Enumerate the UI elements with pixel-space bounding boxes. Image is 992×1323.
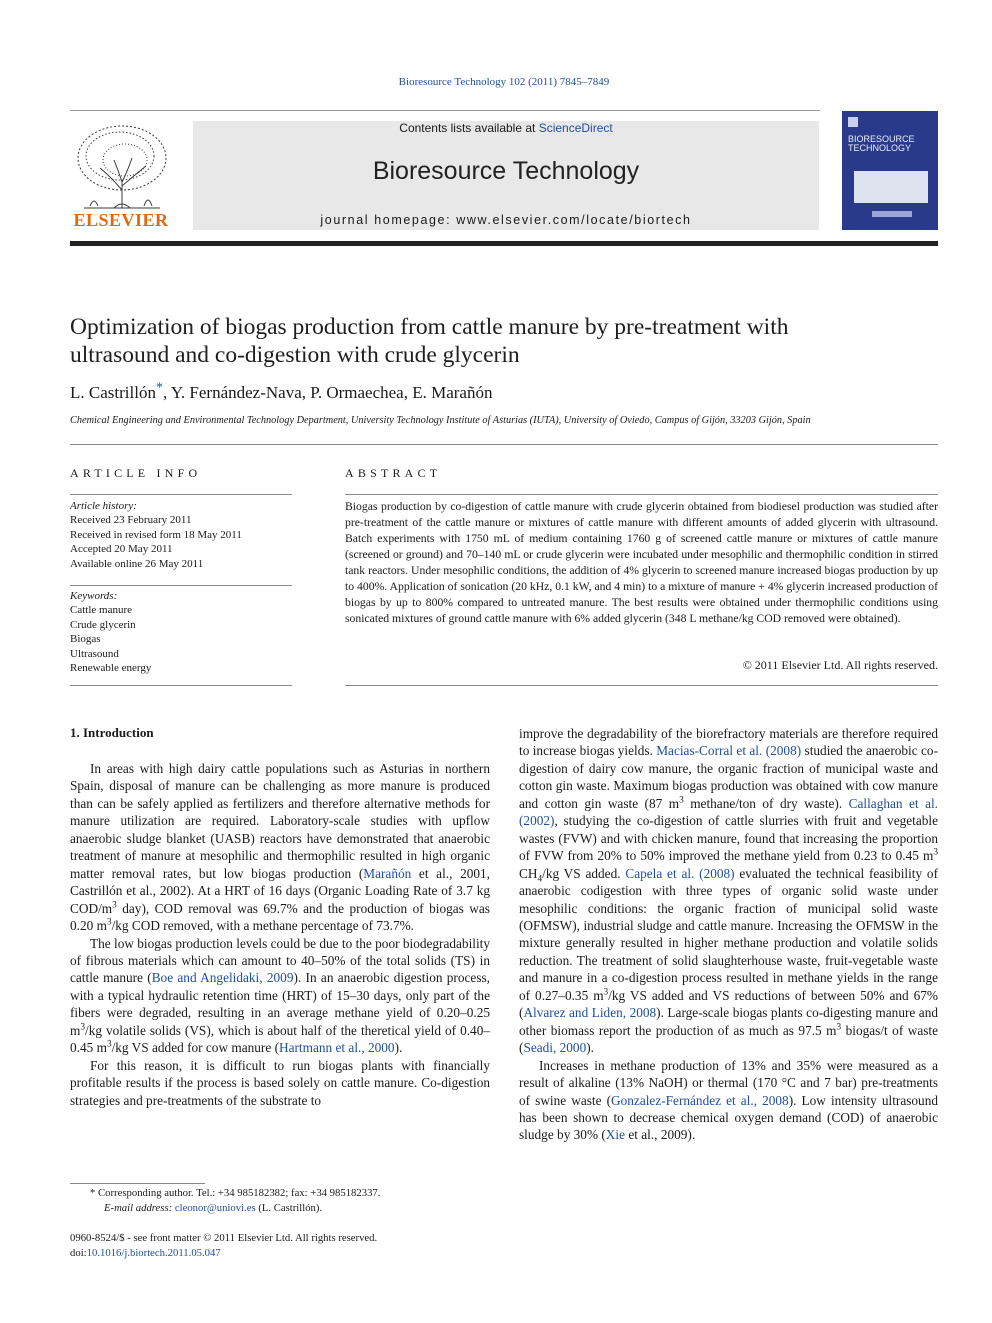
author-list: L. Castrillón*, Y. Fernández-Nava, P. Ormaechea, E. Marañón xyxy=(70,380,493,402)
divider xyxy=(70,685,292,686)
keyword: Crude glycerin xyxy=(70,618,136,631)
citation-link[interactable]: Macias-Corral et al. (2008) xyxy=(656,743,802,759)
author: Y. Fernández-Nava xyxy=(170,383,302,402)
article-info-heading: ARTICLE INFO xyxy=(70,466,202,480)
history-label: Article history: xyxy=(70,500,137,512)
citation-link[interactable]: Marañón xyxy=(363,865,412,881)
citation-link[interactable]: Boe and Angelidaki, 2009 xyxy=(151,970,294,986)
cover-publisher-mark xyxy=(872,211,912,217)
header-rule xyxy=(70,110,820,111)
citation-link[interactable]: Capela et al. (2008) xyxy=(625,865,735,881)
paragraph: improve the degradability of the biorefractory materials are therefore required to increase biogas yields. Macias-Corral et al. (2008) studied the anaerobic co-digestion of dairy cow manure, the organic fraction of municipal waste and cotton gin waste. Maximum biogas production was obtained with cow manure and cotton gin waste (87 $m^3$ methane/ton of dry waste). Callaghan et al. (2002), studying the co-digestion of cattle slurries with fruit and vegetable wastes (FVW) and with chicken manure, found that increasing the proportion of FVW from 20% to 50% improved the methane yield from 0.23 to 0.45 $m^3$ $CH_4/kg$ VS added. Capela et al. (2008) evaluated the technical feasibility of anaerobic codigestion with three types of organic solid waste under mesophilic conditions: the organic fraction of municipal solid waste (OFMSW), industrial sludge and cattle manure. Increasing the OFMSW in the mixture generally resulted in higher methane production and volatile solids reduction. The treatment of solid slaughterhouse waste, fruit-vegetable waste and manure in a co-digestion process resulted in methane yields in the range of 0.27–0.35 $m^3/kg$ VS added and VS reductions of between 50% and 67% (Alvarez and Liden, 2008). Large-scale biogas plants co-digesting manure and other biomass report the production of as much as 97.5 $m^3$ biogas/t of waste (Seadi, 2000). xyxy=(519,726,939,1056)
contents-line: Contents lists available at ScienceDirect xyxy=(399,121,613,135)
journal-cover-thumbnail[interactable] xyxy=(842,111,938,230)
journal-citation[interactable]: Bioresource Technology 102 (2011) 7845–7849 xyxy=(398,76,610,88)
footnote-rule xyxy=(70,1183,205,1184)
front-matter-meta xyxy=(70,1231,490,1260)
divider xyxy=(70,494,292,495)
body-column-right xyxy=(519,725,938,1144)
footnote xyxy=(70,1186,490,1215)
doi-line: doi:10.1016/j.biortech.2011.05.047 xyxy=(70,1246,221,1259)
divider xyxy=(70,444,938,445)
header-rule-thick xyxy=(70,241,938,246)
history-item: Accepted 20 May 2011 xyxy=(70,543,173,556)
citation-link[interactable]: Hartmann et al., 2000 xyxy=(279,1040,395,1056)
sciencedirect-link[interactable]: ScienceDirect xyxy=(538,121,613,135)
cover-logo-icon xyxy=(848,117,858,127)
cover-figure-icon xyxy=(854,171,928,203)
section-heading: 1. Introduction xyxy=(70,725,154,740)
email-link[interactable]: cleonor@uniovi.es xyxy=(174,1201,256,1214)
history-item: Available online 26 May 2011 xyxy=(70,557,204,570)
issn-line: 0960-8524/$ - see front matter © 2011 Elsevier Ltd. All rights reserved. xyxy=(70,1232,378,1244)
corresponding-author-note: * Corresponding author. Tel.: +34 985182382; fax: +34 985182337. xyxy=(90,1187,381,1199)
abstract-text: Biogas production by co-digestion of cattle manure with crude glycerin obtained from biodiesel production was studied after pre-treatment of the cattle manure or mixtures of cattle manure with different amounts of added glycerin with ultrasound. Batch experiments with 1750 mL of medium containing 1760 g of screened cattle manure or mixtures of cattle manure (screened or ground) and 70–140 mL or crude glycerin were incubated under mesophilic and thermophilic condition in stirred tank reactors. Under mesophilic conditions, the addition of 4% glycerin to screened manure increased biogas production by up to 400%. Application of sonication (20 kHz, 0.1 kW, and 4 min) to a mixture of manure + 4% glycerin increased production of biogas by up to 800% compared to untreated manure. The best results were obtained under thermophilic conditions using sonicated mixtures of ground cattle manure with 6% added glycerin (348 L methane/kg COD removed were obtained). xyxy=(345,500,938,625)
body-column-left xyxy=(70,760,490,1109)
divider xyxy=(345,685,938,686)
affiliation: Chemical Engineering and Environmental Technology Department, University Technology Institute of Asturias (IUTA), University of Oviedo, Campus of Gijón, 33203 Gijón, Spain xyxy=(70,415,811,426)
email-note: E-mail address: cleonor@uniovi.es (L. Castrillón). xyxy=(104,1201,323,1214)
history-item: Received 23 February 2011 xyxy=(70,514,192,527)
keyword: Ultrasound xyxy=(70,647,119,660)
keyword: Biogas xyxy=(70,633,101,646)
citation-link[interactable]: Xie xyxy=(605,1127,625,1143)
paragraph: Increases in methane production of 13% and 35% were measured as a result of alkaline (13% NaOH) or thermal (170 °C and 7 bar) pre-treatments of swine waste (Gonzalez-Fernández et al., 2008). Low intensity ultrasound has been shown to decrease chemical oxygen demand (COD) of anaerobic sludge by 30% (Xie et al., 2009). xyxy=(519,1057,938,1143)
citation-link[interactable]: Seadi, 2000 xyxy=(523,1040,587,1056)
paragraph: In areas with high dairy cattle populations such as Asturias in northern Spain, disposal of manure can be challenging as more manure is produced than can be safely applied as fertilizers and therefore alternative methods for manure utilization are required. Laboratory-scale studies with upflow anaerobic sludge blanket (UASB) reactors have demonstrated that anaerobic treatment of manure at mesophilic and thermophilic resulted in high organic matter removal rates, but low biogas production (Marañón et al., 2001, Castrillón et al., 2002). At a HRT of 16 days (Organic Loading Rate of 3.7 kg COD/$m^3$ day), COD removal was 69.7% and the production of biogas was 0.20 $m^3/kg$ COD removed, with a methane percentage of 73.7%. xyxy=(70,761,491,934)
abstract-heading: ABSTRACT xyxy=(345,466,442,480)
citation-link[interactable]: Alvarez and Liden, 2008 xyxy=(523,1005,657,1021)
history-item: Received in revised form 18 May 2011 xyxy=(70,528,242,541)
copyright: © 2011 Elsevier Ltd. All rights reserved. xyxy=(742,658,938,672)
publisher-wordmark: ELSEVIER xyxy=(73,210,169,230)
cover-title: BIORESOURCE TECHNOLOGY xyxy=(848,134,915,153)
paragraph: For this reason, it is difficult to run biogas plants with financially profitable results if the process is based solely on cattle manure. Co-digestion strategies and pre-treatments of the substrate to xyxy=(70,1057,490,1108)
paper-title: Optimization of biogas production from cattle manure by pre-treatment with ultrasound and co-digestion with crude glycerin xyxy=(70,314,789,368)
journal-homepage[interactable]: journal homepage: www.elsevier.com/locate/biortech xyxy=(320,213,692,227)
journal-name: Bioresource Technology xyxy=(372,157,640,185)
keyword: Renewable energy xyxy=(70,662,152,675)
author: E. Marañón xyxy=(412,383,493,402)
paragraph: The low biogas production levels could be due to the poor biodegradability of fibrous materials which can amount to 40–50% of the total solids (TS) in cattle manure (Boe and Angelidaki, 2009). In an anaerobic digestion process, with a typical hydraulic retention time (HRT) of 15–30 days, only part of the fibers were degraded, resulting in an average methane yield of 0.20–0.25 $m^3/kg$ volatile solids (VS), which is about half of the theretical yield of 0.40–0.45 $m^3/kg$ VS added for cow manure (Hartmann et al., 2000). xyxy=(70,935,490,1056)
divider xyxy=(70,585,292,586)
article-history xyxy=(70,499,292,571)
author: L. Castrillón xyxy=(70,383,156,402)
corresponding-author-mark[interactable]: * xyxy=(155,380,163,396)
citation-link[interactable]: Gonzalez-Fernández et al., 2008 xyxy=(611,1092,789,1108)
divider xyxy=(345,494,938,495)
doi-link[interactable]: 10.1016/j.biortech.2011.05.047 xyxy=(86,1246,221,1259)
author: P. Ormaechea xyxy=(310,383,404,402)
keyword: Cattle manure xyxy=(70,604,133,617)
citation-link[interactable]: Callaghan et al. (2002) xyxy=(519,795,938,829)
keywords xyxy=(70,589,292,675)
keywords-label: Keywords: xyxy=(70,590,118,602)
